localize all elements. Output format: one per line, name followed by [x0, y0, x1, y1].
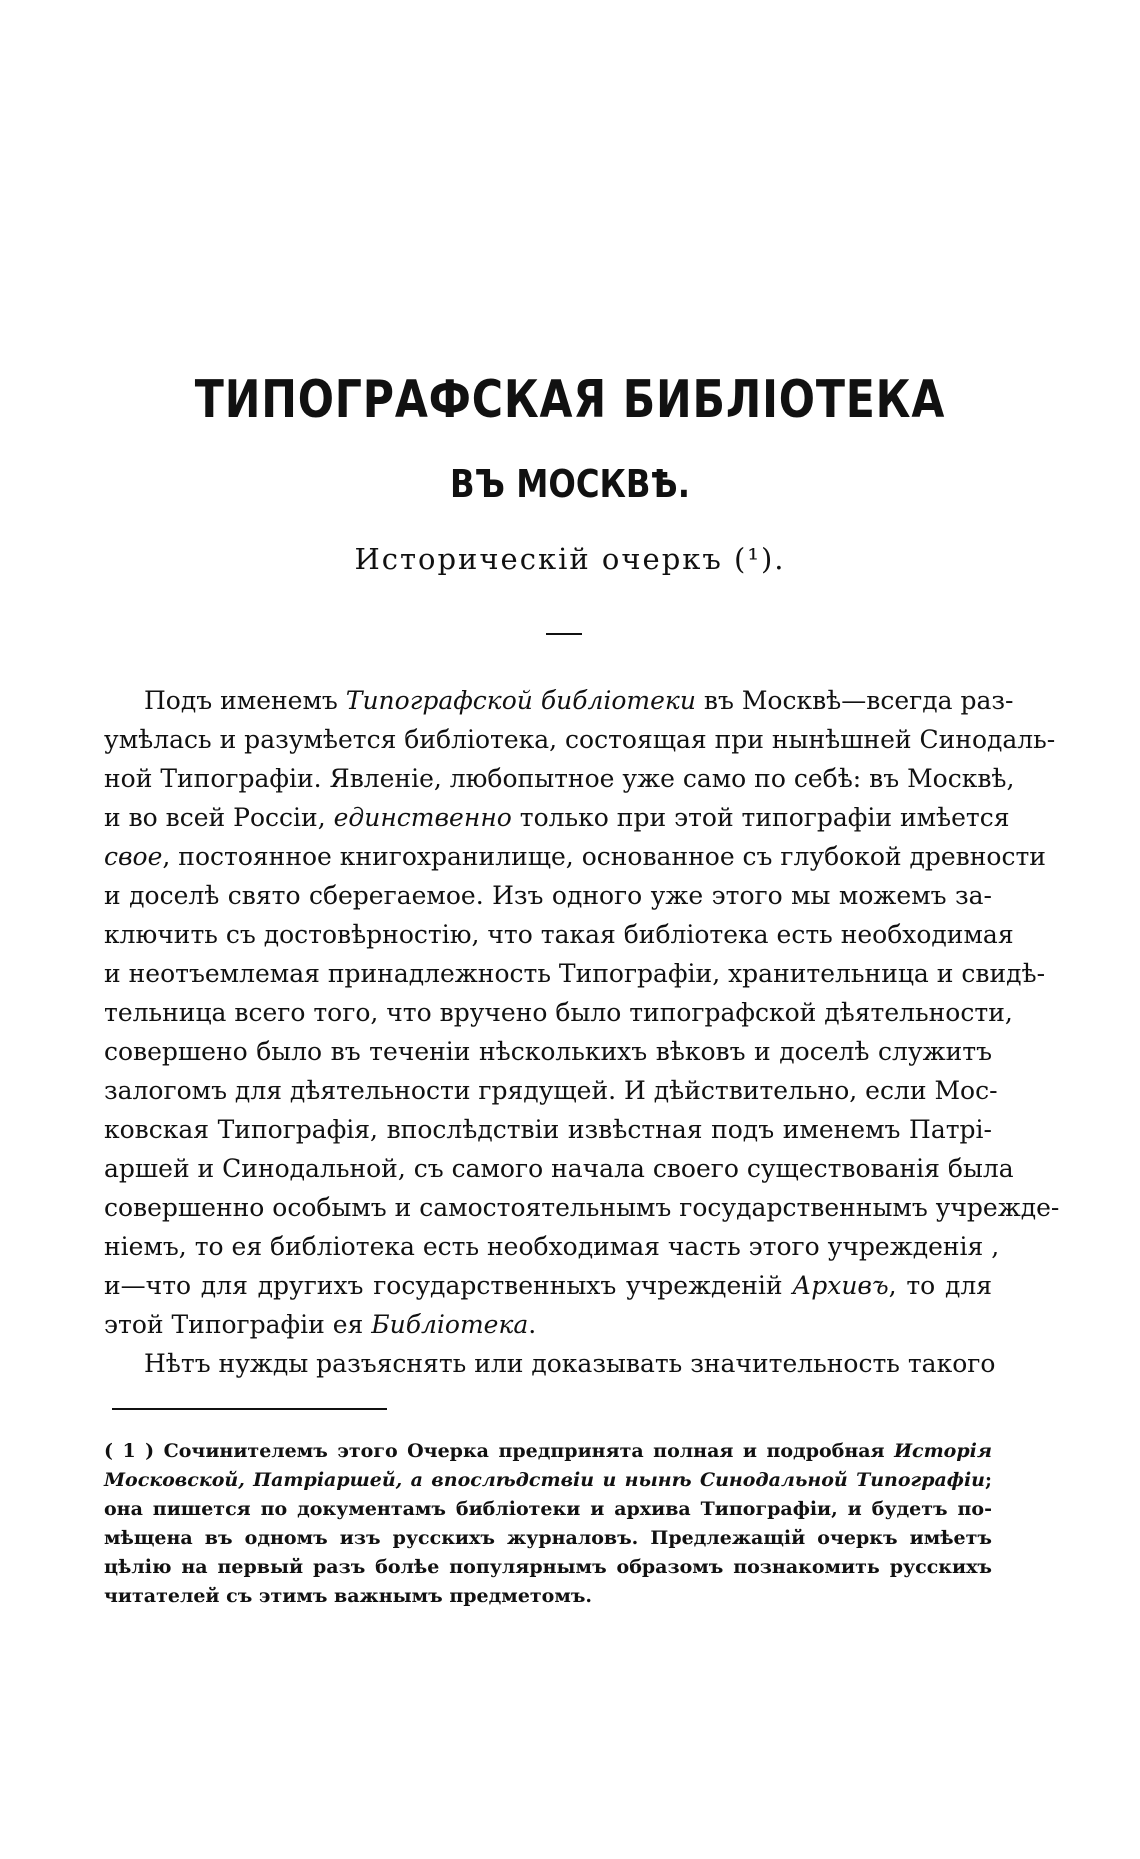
text-line: и неотъемлемая принадлежность Типографіи, хранительница и свидѣ-: [104, 959, 1046, 988]
footnote: [104, 1437, 992, 1611]
text-line: свое, постоянное книгохранилище, основанное съ глубокой древности: [104, 842, 1046, 871]
text-line: тельница всего того, что вручено было типографской дѣятельности,: [104, 998, 1013, 1027]
footnote-line: она пишется по документамъ библіотеки и архива Типографіи, и будетъ по-: [104, 1498, 992, 1520]
paragraph-2: [104, 1344, 996, 1383]
footnote-line: читателей съ этимъ важнымъ предметомъ.: [104, 1585, 593, 1607]
title-divider: [546, 633, 582, 635]
footnote-line: цѣлію на первый разъ болѣе популярнымъ образомъ познакомить русскихъ: [104, 1556, 992, 1578]
text-line: залогомъ для дѣятельности грядущей. И дѣйствительно, если Мос-: [104, 1076, 998, 1105]
text-line: и—что для другихъ государственныхъ учрежденій Архивъ, то для: [104, 1271, 992, 1300]
text-line: Нѣтъ нужды разъяснять или доказывать значительность такого: [144, 1349, 996, 1378]
page-subtitle: ВЪ МОСКВѢ.: [450, 462, 690, 506]
text-line: ной Типографіи. Явленіе, любопытное уже само по себѣ: въ Москвѣ,: [104, 764, 1015, 793]
text-line: умѣлась и разумѣется библіотека, состоящая при нынѣшней Синодаль-: [104, 725, 1056, 754]
text-line: Подъ именемъ Типографской библіотеки въ Москвѣ—всегда раз-: [144, 686, 1014, 715]
footnote-line: мѣщена въ одномъ изъ русскихъ журналовъ. Предлежащій очеркъ имѣетъ: [104, 1527, 992, 1549]
footnote-line: Московской, Патріаршей, а впослѣдствіи и нынѣ Синодальной Типографіи;: [104, 1469, 992, 1491]
page-title: ТИПОГРАФСКАЯ БИБЛІОТЕКА: [194, 370, 946, 430]
text-line: ковская Типографія, впослѣдствіи извѣстная подъ именемъ Патрі-: [104, 1115, 992, 1144]
text-line: и во всей Россіи, единственно только при этой типографіи имѣется: [104, 803, 1010, 832]
section-heading: Историческій очеркъ (¹).: [354, 542, 786, 576]
text-line: совершено было въ теченіи нѣсколькихъ вѣковъ и доселѣ служитъ: [104, 1037, 992, 1066]
text-line: и доселѣ свято сберегаемое. Изъ одного уже этого мы можемъ за-: [104, 881, 992, 910]
text-line: этой Типографіи ея Библіотека.: [104, 1310, 537, 1339]
footnote-line: ( 1 ) Сочинителемъ этого Очерка предпринята полная и подробная Исторія: [104, 1440, 992, 1462]
text-line: аршей и Синодальной, съ самого начала своего существованія была: [104, 1154, 1014, 1183]
text-line: совершенно особымъ и самостоятельнымъ государственнымъ учрежде-: [104, 1193, 1060, 1222]
text-line: ключить съ достовѣрностію, что такая библіотека есть необходимая: [104, 920, 1014, 949]
body-text: [104, 681, 1060, 1383]
paragraph-1: [104, 681, 1060, 1344]
footnote-divider: [112, 1408, 387, 1410]
text-line: ніемъ, то ея библіотека есть необходимая часть этого учрежденія ,: [104, 1232, 1000, 1261]
